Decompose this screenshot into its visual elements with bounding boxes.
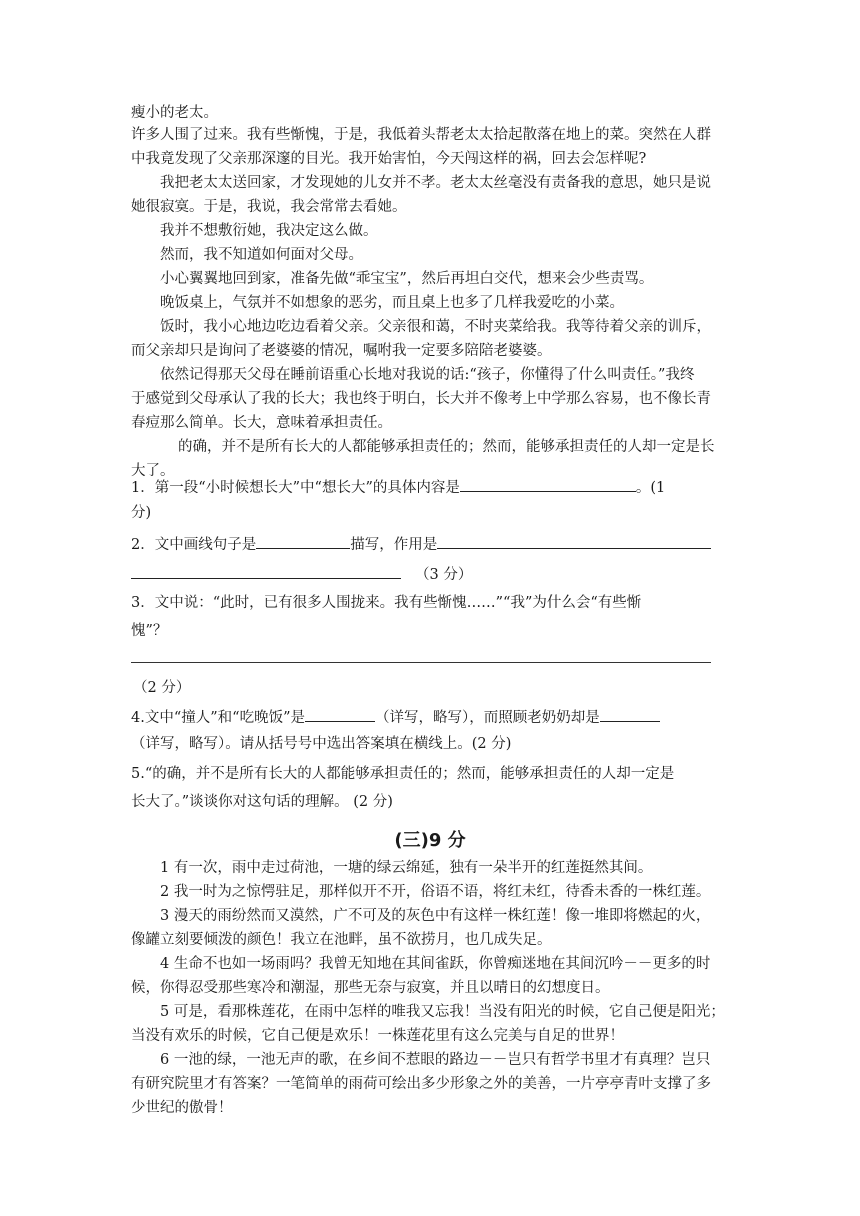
question-5: 5.“的确，并不是所有长大的人都能够承担责任的；然而，能够承担责任的人却一定是 [131, 766, 675, 782]
passage-line: 2 我一时为之惊愕驻足，那样似开不开，俗语不语，将红未红，待香未香的一株红莲。 [160, 884, 711, 900]
question-3-points: （2 分） [133, 680, 191, 696]
story-line: 的确，并不是所有长大的人都能够承担责任的；然而，能够承担责任的人却一定是长 [178, 439, 715, 455]
story-line: 饭时，我小心地边吃边看着父亲。父亲很和蔼，不时夹菜给我。我等待着父亲的训斥， [160, 319, 711, 335]
question-2: 2．文中画线句子是 描写，作用是 [131, 532, 711, 556]
passage-line: 4 生命不也如一场雨吗？我曾无知地在其间雀跃，你曾痴迷地在其间沉吟－－更多的时 [160, 956, 711, 972]
question-3: 3．文中说：“此时，已有很多人围拢来。我有些惭愧……”“我”为什么会“有些惭 [131, 595, 642, 611]
answer-blank[interactable] [600, 705, 660, 722]
passage-line: 像罐立刻要倾泼的颜色！我立在池畔，虽不欲捞月，也几成失足。 [131, 932, 552, 948]
section-heading: (三)9 分 [394, 830, 466, 851]
story-line: 而父亲却只是询问了老婆婆的情况，嘱咐我一定要多陪陪老婆婆。 [131, 343, 552, 359]
story-line: 小心翼翼地回到家，准备先做“乖宝宝”，然后再坦白交代，想来会少些责骂。 [160, 271, 654, 287]
passage-line: 5 可是，看那株莲花，在雨中怎样的唯我又忘我！当没有阳光的时候，它自己便是阳光； [160, 1004, 725, 1020]
question-2-continued: （3 分） [131, 562, 472, 586]
story-line: 她很寂寞。于是，我说，我会常常去看她。 [131, 199, 407, 215]
story-line: 大了。 [131, 463, 175, 479]
question-3-continued: 愧”？ [131, 623, 168, 639]
story-line: 于感觉到父母承认了我的长大；我也终于明白，长大并不像考上中学那么容易，也不像长青 [131, 391, 711, 407]
story-line: 瘦小的老太。 [131, 105, 218, 121]
question-1: 1．第一段“小时候想长大”中“想长大”的具体内容是 。(1 [131, 475, 665, 499]
passage-line: 当没有欢乐的时候，它自己便是欢乐！一株莲花里有这么完美与自足的世界！ [131, 1028, 624, 1044]
story-line: 依然记得那天父母在睡前语重心长地对我说的话:“孩子，你懂得了什么叫责任。”我终 [160, 367, 695, 383]
passage-line: 6 一池的绿，一池无声的歌，在乡间不惹眼的路边－－岂只有哲学书里才有真理？岂只 [160, 1052, 711, 1068]
answer-blank[interactable] [305, 705, 375, 722]
story-line: 许多人围了过来。我有些惭愧，于是，我低着头帮老太太拾起散落在地上的菜。突然在人群 [131, 127, 711, 143]
story-line: 中我竟发现了父亲那深邃的目光。我开始害怕，今天闯这样的祸，回去会怎样呢? [131, 151, 647, 167]
passage-line: 3 漫天的雨纷然而又漠然，广不可及的灰色中有这样一株红莲！像一堆即将燃起的火， [160, 908, 711, 924]
answer-line[interactable] [131, 662, 711, 663]
passage-line: 1 有一次，雨中走过荷池，一塘的绿云绵延，独有一朵半开的红莲挺然其间。 [160, 860, 653, 876]
story-line: 我把老太太送回家，才发现她的儿女并不孝。老太太丝毫没有责备我的意思，她只是说 [160, 175, 711, 191]
question-1-points: 分) [131, 505, 152, 521]
answer-blank[interactable] [437, 532, 711, 549]
question-4: 4.文中“撞人”和“吃晚饭”是 （详写，略写），而照顾老奶奶却是 [131, 705, 660, 729]
question-5-continued: 长大了。”谈谈你对这句话的理解。 (2 分) [131, 794, 393, 810]
story-line: 然而，我不知道如何面对父母。 [160, 247, 363, 263]
passage-line: 少世纪的傲骨！ [131, 1100, 233, 1116]
question-4-continued: （详写，略写）。请从括号号中选出答案填在横线上。(2 分) [131, 736, 512, 752]
answer-blank[interactable] [131, 562, 401, 579]
answer-blank[interactable] [256, 532, 350, 549]
passage-line: 有研究院里才有答案？一笔简单的雨荷可绘出多少形象之外的美善，一片亭亭青叶支撑了多 [131, 1076, 711, 1092]
story-line: 我并不想敷衍她，我决定这么做。 [160, 223, 378, 239]
answer-blank[interactable] [460, 475, 636, 492]
story-line: 晚饭桌上，气氛并不如想象的恶劣，而且桌上也多了几样我爱吃的小菜。 [160, 295, 624, 311]
passage-line: 候，你得忍受那些寒冷和潮湿，那些无奈与寂寞，并且以晴日的幻想度日。 [131, 980, 610, 996]
story-line: 春痘那么简单。长大，意味着承担责任。 [131, 415, 392, 431]
